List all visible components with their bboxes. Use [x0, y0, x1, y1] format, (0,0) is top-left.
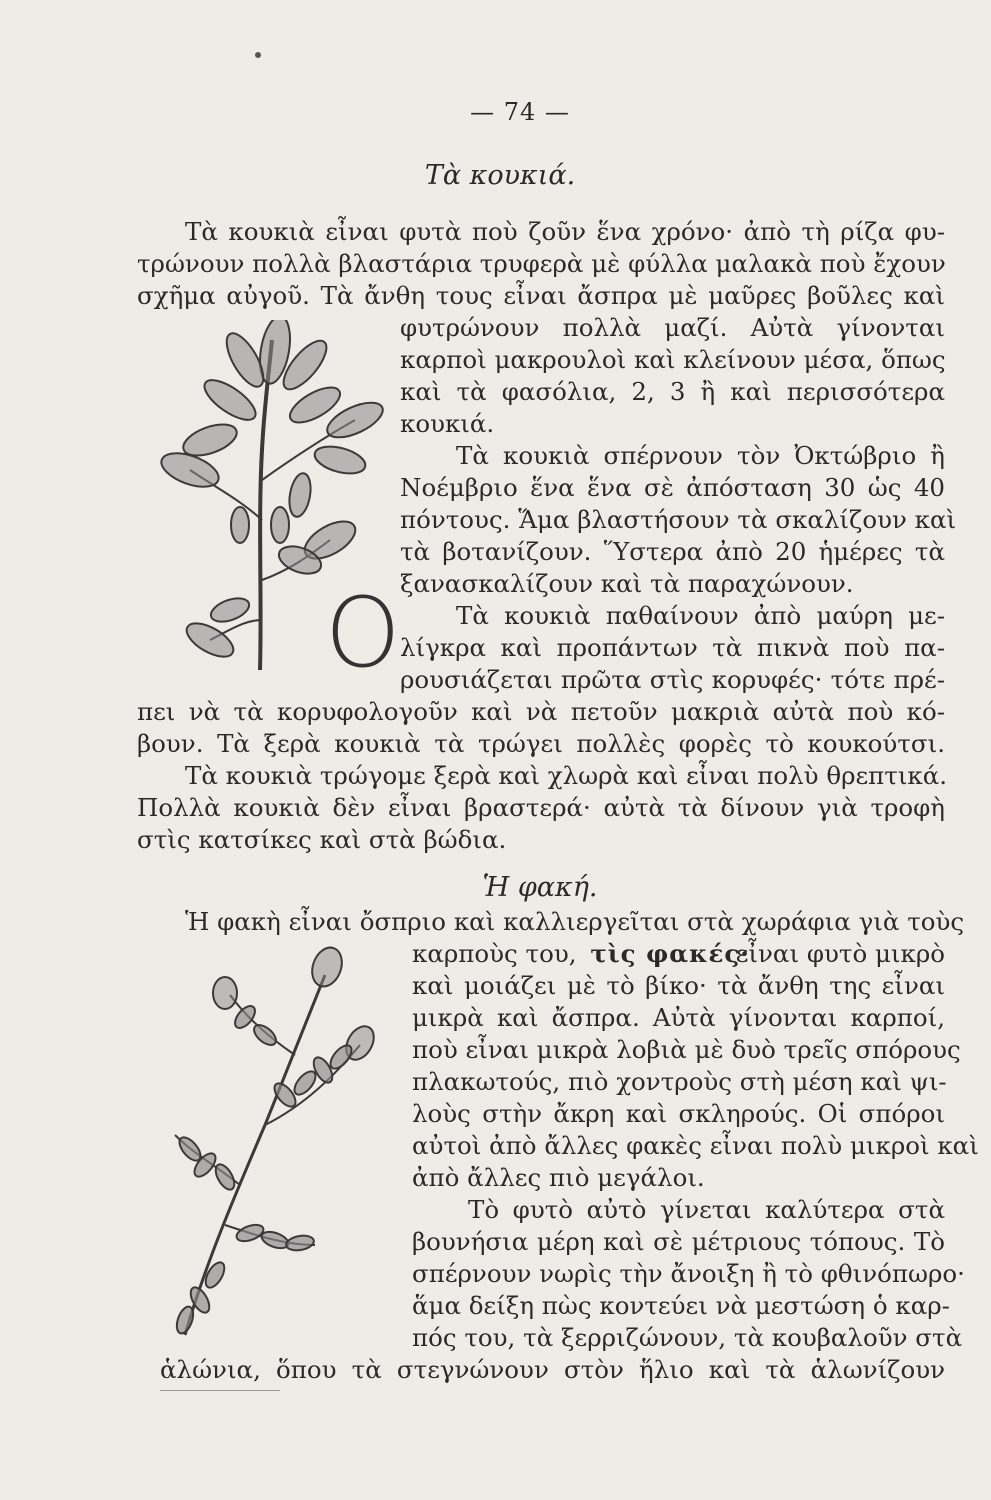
text-fragment: καρποὺς του,: [412, 939, 577, 968]
text-line: αὐτοὶ ἀπὸ ἄλλες φακὲς εἶναι πολὺ μικροὶ καὶ: [412, 1131, 979, 1160]
text-line: πει νὰ τὰ κορυφολογοῦν καὶ νὰ πετοῦν μακριὰ αὐτὰ ποὺ κό-: [137, 697, 945, 726]
text-line: βουνήσια μέρη καὶ σὲ μέτριους τόπους. Τὸ: [412, 1227, 945, 1256]
text-line: τρώνουν πολλὰ βλαστάρια τρυφερὰ μὲ φύλλα μαλακὰ ποὺ ἔχουν: [137, 249, 946, 278]
text-line: Νοέμβριο ἕνα ἕνα σὲ ἀπόσταση 30 ὡς 40: [400, 473, 945, 502]
text-line: στὶς κατσίκες καὶ στὰ βώδια.: [137, 825, 507, 854]
bottom-rule: [160, 1390, 280, 1391]
text-line: ἅμα δείξη πὼς κοντεύει νὰ μεστώση ὁ καρ-: [412, 1291, 950, 1320]
text-line: Τὰ κουκιὰ εἶναι φυτὰ ποὺ ζοῦν ἕνα χρόνο· ἀπὸ τὴ ρίζα φυ-: [185, 217, 945, 246]
text-line: σχῆμα αὐγοῦ. Τὰ ἄνθη τους εἶναι ἄσπρα μὲ μαῦρες βοῦλες καὶ: [137, 281, 945, 310]
text-line: βουν. Τὰ ξερὰ κουκιὰ τὰ τρώγει πολλὲς φορὲς τὸ κουκούτσι.: [137, 729, 945, 758]
text-line: Τὸ φυτὸ αὐτὸ γίνεται καλύτερα στὰ: [468, 1195, 945, 1224]
text-line: ποὺ εἶναι μικρὰ λοβιὰ μὲ δυὸ τρεῖς σπόρους: [412, 1035, 961, 1064]
text-line: λοὺς στὴν ἄκρη καὶ σκληρούς. Οἱ σπόροι: [412, 1099, 945, 1128]
text-line: λίγκρα καὶ προπάντων τὰ πικνὰ ποὺ πα-: [400, 633, 945, 662]
text-line: καὶ μοιάζει μὲ τὸ βίκο· τὰ ἄνθη της εἶναι: [412, 971, 945, 1000]
text-line: πλακωτούς, πιὸ χοντροὺς στὴ μέση καὶ ψι-: [412, 1067, 947, 1096]
text-line: σπέρνουν νωρὶς τὴν ἄνοιξη ἢ τὸ φθινόπωρο·: [412, 1259, 965, 1288]
section-title-fava-beans: Τὰ κουκιά.: [424, 160, 576, 191]
text-line: Ἡ φακὴ εἶναι ὄσπριο καὶ καλλιεργεῖται στὰ χωράφια γιὰ τοὺς: [185, 907, 965, 936]
text-line: κουκιά.: [400, 409, 495, 438]
text-line: καὶ τὰ φασόλια, 2, 3 ἢ καὶ περισσότερα: [400, 377, 945, 406]
text-line: Τὰ κουκιὰ τρώγομε ξερὰ καὶ χλωρὰ καὶ εἶναι πολὺ θρεπτικά.: [185, 761, 948, 790]
text-line: ἁλώνια, ὅπου τὰ στεγνώνουν στὸν ἥλιο καὶ τὰ ἁλωνίζουν: [160, 1355, 945, 1384]
text-line: φυτρώνουν πολλὰ μαζί. Αὐτὰ γίνονται: [400, 313, 945, 342]
section-title-lentils: Ἡ φακή.: [482, 872, 598, 903]
text-line: καρποὶ μακρουλοὶ καὶ κλείνουν μέσα, ὅπως: [400, 345, 946, 374]
emphasized-term: τὶς φακές·: [590, 939, 750, 968]
drop-cap-letter: O: [325, 577, 401, 689]
ink-dot: [255, 52, 261, 58]
text-line: τὰ βοτανίζουν. Ὕστερα ἀπὸ 20 ἡμέρες τὰ: [400, 537, 945, 566]
text-line: ἀπὸ ἄλλες πιὸ μεγάλοι.: [412, 1163, 705, 1192]
text-line-with-emphasis: [412, 939, 945, 968]
text-line: πός του, τὰ ξερριζώνουν, τὰ κουβαλοῦν στὰ: [412, 1323, 963, 1352]
text-line: πόντους. Ἅμα βλαστήσουν τὰ σκαλίζουν καὶ: [400, 505, 957, 534]
text-line: Τὰ κουκιὰ σπέρνουν τὸν Ὀκτώβριο ἢ: [456, 441, 945, 470]
text-line: Τὰ κουκιὰ παθαίνουν ἀπὸ μαύρη με-: [456, 601, 945, 630]
text-fragment: εἶναι φυτὸ μικρὸ: [735, 939, 945, 968]
text-line: ρουσιάζεται πρῶτα στὶς κορυφές· τότε πρέ-: [400, 665, 945, 694]
lentil-plant-illustration: [145, 935, 395, 1345]
page-number: — 74 —: [470, 98, 570, 126]
text-line: Πολλὰ κουκιὰ δὲν εἶναι βραστερά· αὐτὰ τὰ δίνουν γιὰ τροφὴ: [137, 793, 945, 822]
text-line: ξανασκαλίζουν καὶ τὰ παραχώνουν.: [400, 569, 854, 598]
text-line: μικρὰ καὶ ἄσπρα. Αὐτὰ γίνονται καρποί,: [412, 1003, 945, 1032]
